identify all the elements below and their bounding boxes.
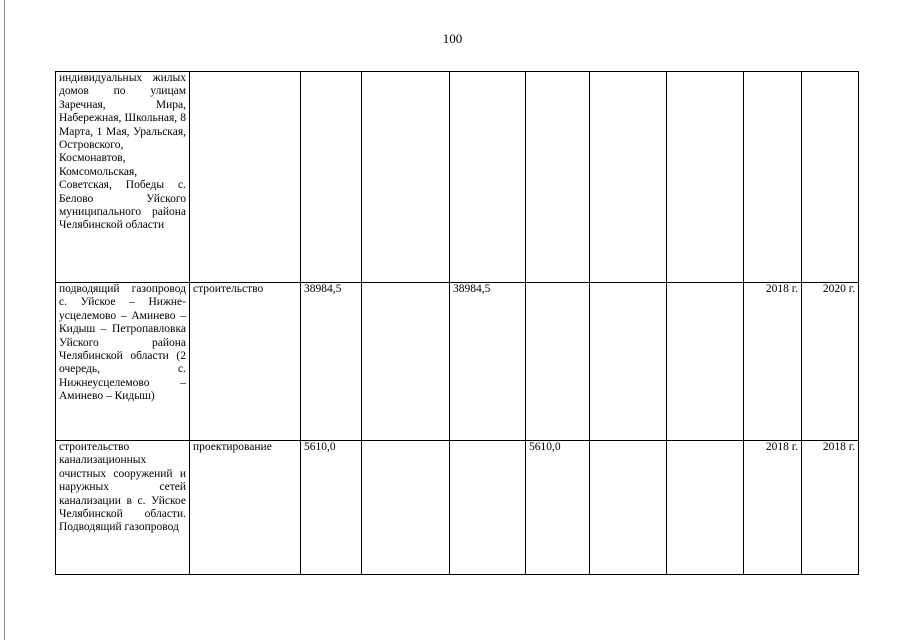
amount-cell [526,72,590,283]
scan-edge-line [4,0,5,640]
year-end-cell [802,72,859,283]
total-cell [301,72,362,283]
amount-cell: 38984,5 [450,283,526,441]
table-row [56,283,859,441]
object-name-cell: индивидуальных жилых домов по улицам Заречная, Мира, Набережная, Школьная, 8 Марта, 1 Мая, Уральская, Островского, Космонавтов, Комсомольская, Советская, Победы с. Белово Уйского муниципального района Челябинской области [56,72,190,283]
amount-cell [362,72,450,283]
object-name-cell: подводящий газопровод с. Уйское – Нижне-усцелемово – Аминево – Кидыш – Петропавловка Уйского района Челябинской области (2 очередь, с. Нижнеусцелемово – Аминево – Кидыш) [56,283,190,441]
amount-cell [362,283,450,441]
total-cell: 5610,0 [301,441,362,575]
object-name-cell: строительство канализационных очистных сооружений и наружных сетей канализации в с. Уйское Челябинской области. Подводящий газопровод [56,441,190,575]
work-type-cell: проектирование [190,441,301,575]
amount-cell [362,441,450,575]
year-start-cell: 2018 г. [744,283,802,441]
data-table [55,71,859,575]
work-type-cell [190,72,301,283]
table-row [56,441,859,575]
amount-cell [667,441,744,575]
year-start-cell: 2018 г. [744,441,802,575]
amount-cell [526,283,590,441]
amount-cell [590,441,667,575]
work-type-cell: строительство [190,283,301,441]
amount-cell [450,72,526,283]
year-start-cell [744,72,802,283]
year-end-cell: 2018 г. [802,441,859,575]
amount-cell [667,283,744,441]
amount-cell [590,283,667,441]
amount-cell [590,72,667,283]
page-number: 100 [442,31,463,46]
amount-cell: 5610,0 [526,441,590,575]
amount-cell [450,441,526,575]
table-row [56,72,859,283]
total-cell: 38984,5 [301,283,362,441]
amount-cell [667,72,744,283]
year-end-cell: 2020 г. [802,283,859,441]
